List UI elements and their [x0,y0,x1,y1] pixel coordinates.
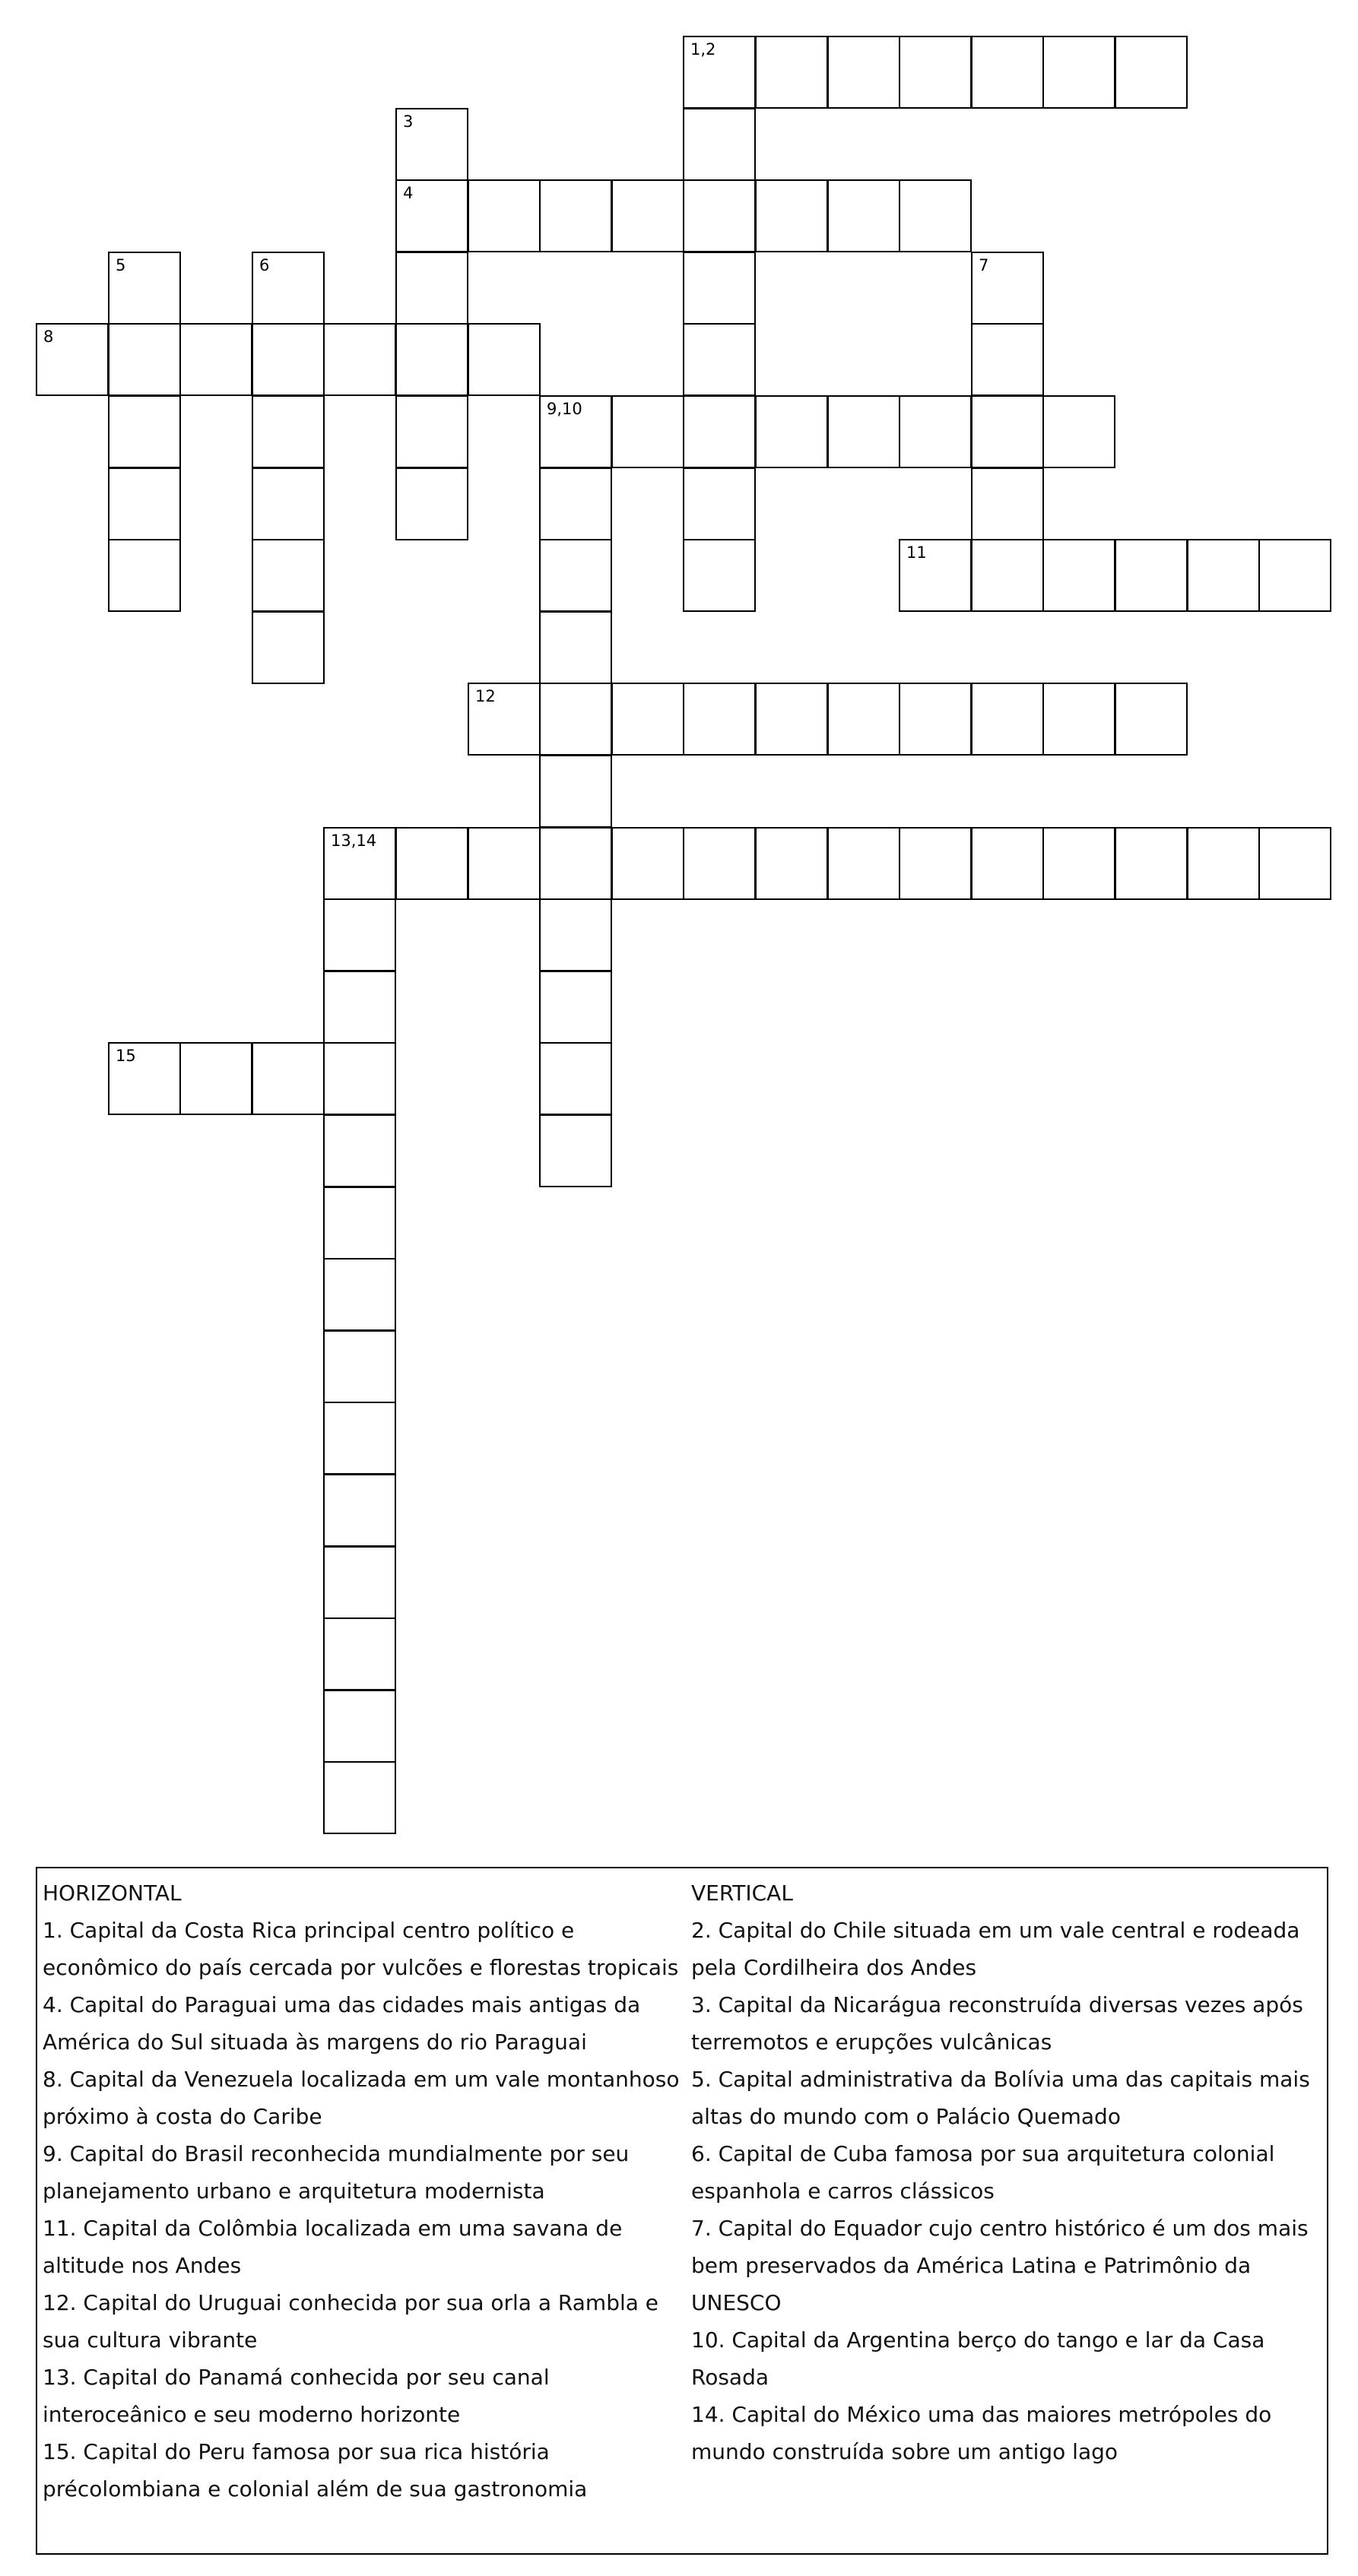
crossword-cell[interactable] [683,108,756,181]
crossword-cell[interactable] [108,1042,181,1115]
crossword-cell[interactable] [395,395,468,468]
crossword-cell[interactable] [611,179,684,252]
crossword-cell[interactable] [252,323,325,396]
crossword-cell[interactable] [1115,36,1188,109]
vertical-clues-column [691,1874,1326,2470]
clues-box [36,1867,1328,2555]
crossword-cell[interactable] [1187,827,1260,900]
crossword-cell[interactable] [1115,683,1188,756]
crossword-cell[interactable] [683,467,756,540]
clue-across-4: 4. Capital do Paraguai uma das cidades mais antigas da América do Sul situada às margens do rio Paraguai [43,1992,641,2055]
clue-down-5: 5. Capital administrativa da Bolívia uma das capitais mais altas do mundo com o Palácio Quemado [691,2067,1310,2129]
crossword-cell[interactable] [395,108,468,181]
crossword-cell[interactable] [252,1042,325,1115]
clue-across-11: 11. Capital da Colômbia localizada em uma savana de altitude nos Andes [43,2216,623,2278]
crossword-cell[interactable] [755,395,828,468]
crossword-cell[interactable] [755,827,828,900]
crossword-cell[interactable] [827,827,900,900]
crossword-cell[interactable] [683,683,756,756]
crossword-cell[interactable] [395,467,468,540]
crossword-cell[interactable] [323,1474,396,1547]
crossword-cell[interactable] [971,683,1044,756]
crossword-cell[interactable] [395,827,468,900]
crossword-cell[interactable] [108,539,181,612]
crossword-cell[interactable] [323,1618,396,1690]
crossword-cell[interactable] [683,539,756,612]
crossword-cell[interactable] [108,467,181,540]
clue-number-label: 1,2 [690,40,716,59]
crossword-cell[interactable] [611,683,684,756]
crossword-cell[interactable] [539,467,612,540]
crossword-cell[interactable] [395,252,468,325]
crossword-cell[interactable] [899,539,972,612]
crossword-cell[interactable] [323,1042,396,1115]
crossword-cell[interactable] [827,179,900,252]
crossword-cell[interactable] [899,683,972,756]
clue-down-2: 2. Capital do Chile situada em um vale central e rodeada pela Cordilheira dos Andes [691,1918,1300,1980]
crossword-cell[interactable] [755,36,828,109]
crossword-cell[interactable] [468,827,541,900]
crossword-cell[interactable] [323,971,396,1044]
crossword-cell[interactable] [683,252,756,325]
crossword-cell[interactable] [539,898,612,971]
horizontal-clues-column [43,1874,693,2508]
crossword-cell[interactable] [468,683,541,756]
crossword-cell[interactable] [539,611,612,684]
clue-number-label: 5 [116,256,126,274]
crossword-cell[interactable] [1187,539,1260,612]
crossword-cell[interactable] [252,539,325,612]
crossword-cell[interactable] [108,252,181,325]
crossword-cell[interactable] [899,827,972,900]
crossword-cell[interactable] [971,252,1044,325]
crossword-cell[interactable] [683,36,756,109]
clue-number-label: 6 [259,256,270,274]
crossword-cell[interactable] [971,395,1044,468]
crossword-cell[interactable] [539,1042,612,1115]
crossword-cell[interactable] [1258,827,1331,900]
clue-number-label: 13,14 [331,832,377,850]
crossword-cell[interactable] [971,467,1044,540]
crossword-cell[interactable] [179,323,252,396]
crossword-cell[interactable] [395,323,468,396]
crossword-cell[interactable] [323,1761,396,1834]
clue-number-label: 8 [43,328,54,346]
crossword-cell[interactable] [1115,827,1188,900]
crossword-cell[interactable] [683,827,756,900]
crossword-cell[interactable] [1042,539,1115,612]
crossword-cell[interactable] [539,683,612,756]
clue-down-6: 6. Capital de Cuba famosa por sua arquitetura colonial espanhola e carros clássicos [691,2141,1275,2204]
crossword-cell[interactable] [323,1546,396,1619]
crossword-cell[interactable] [1115,539,1188,612]
clue-across-13: 13. Capital do Panamá conhecida por seu canal interoceânico e seu moderno horizonte [43,2365,550,2427]
crossword-cell[interactable] [323,1330,396,1403]
crossword-cell[interactable] [252,395,325,468]
crossword-cell[interactable] [1042,683,1115,756]
crossword-cell[interactable] [827,395,900,468]
crossword-cell[interactable] [468,323,541,396]
crossword-cell[interactable] [683,323,756,396]
crossword-cell[interactable] [252,611,325,684]
horizontal-heading: HORIZONTAL [43,1881,182,1906]
crossword-cell[interactable] [899,179,972,252]
crossword-cell[interactable] [323,1187,396,1259]
clue-number-label: 11 [906,543,927,562]
crossword-cell[interactable] [1042,395,1115,468]
crossword-cell[interactable] [1042,36,1115,109]
crossword-cell[interactable] [323,827,396,900]
crossword-cell[interactable] [108,395,181,468]
clue-across-8: 8. Capital da Venezuela localizada em um vale montanhoso próximo à costa do Caribe [43,2067,680,2129]
crossword-cell[interactable] [899,36,972,109]
vertical-heading: VERTICAL [691,1881,793,1906]
crossword-cell[interactable] [611,827,684,900]
crossword-cell[interactable] [323,1114,396,1187]
crossword-cell[interactable] [827,683,900,756]
clue-number-label: 7 [979,256,989,274]
clue-number-label: 12 [475,687,496,705]
clue-number-label: 4 [403,184,414,202]
crossword-cell[interactable] [539,1114,612,1187]
crossword-cell[interactable] [323,898,396,971]
crossword-cell[interactable] [971,323,1044,396]
clue-across-1: 1. Capital da Costa Rica principal centro político e econômico do país cercada por vulcões e florestas tropicais [43,1918,679,1980]
crossword-cell[interactable] [539,755,612,828]
crossword-cell[interactable] [252,467,325,540]
crossword-cell[interactable] [971,36,1044,109]
crossword-cell[interactable] [971,539,1044,612]
crossword-cell[interactable] [323,1690,396,1763]
crossword-cell[interactable] [323,1258,396,1331]
crossword-cell[interactable] [899,395,972,468]
crossword-cell[interactable] [539,971,612,1044]
crossword-cell[interactable] [323,323,396,396]
crossword-cell[interactable] [252,252,325,325]
crossword-cell[interactable] [539,539,612,612]
crossword-cell[interactable] [1042,827,1115,900]
clue-across-15: 15. Capital do Peru famosa por sua rica história précolombiana e colonial além de sua gastronomia [43,2439,588,2502]
crossword-cell[interactable] [108,323,181,396]
crossword-cell[interactable] [755,179,828,252]
crossword-cell[interactable] [539,827,612,900]
crossword-cell[interactable] [323,1402,396,1475]
crossword-cell[interactable] [683,179,756,252]
clue-down-7: 7. Capital do Equador cujo centro histórico é um dos mais bem preservados da América Latina e Patrimônio da UNESCO [691,2216,1309,2315]
clue-number-label: 9,10 [547,400,582,418]
crossword-cell[interactable] [468,179,541,252]
crossword-cell[interactable] [611,395,684,468]
crossword-cell[interactable] [539,179,612,252]
crossword-cell[interactable] [539,395,612,468]
crossword-cell[interactable] [395,179,468,252]
crossword-cell[interactable] [971,827,1044,900]
clue-down-14: 14. Capital do México uma das maiores metrópoles do mundo construída sobre um antigo lago [691,2402,1272,2464]
crossword-cell[interactable] [755,683,828,756]
crossword-cell[interactable] [683,395,756,468]
clue-number-label: 3 [403,112,414,131]
crossword-cell[interactable] [1258,539,1331,612]
crossword-cell[interactable] [36,323,109,396]
clue-down-10: 10. Capital da Argentina berço do tango e lar da Casa Rosada [691,2327,1265,2390]
clue-down-3: 3. Capital da Nicarágua reconstruída diversas vezes após terremotos e erupções vulcânicas [691,1992,1303,2055]
clue-number-label: 15 [116,1047,136,1065]
clue-across-9: 9. Capital do Brasil reconhecida mundialmente por seu planejamento urbano e arquitetura modernista [43,2141,630,2204]
crossword-cell[interactable] [827,36,900,109]
crossword-cell[interactable] [179,1042,252,1115]
clue-across-12: 12. Capital do Uruguai conhecida por sua orla a Rambla e sua cultura vibrante [43,2290,659,2353]
